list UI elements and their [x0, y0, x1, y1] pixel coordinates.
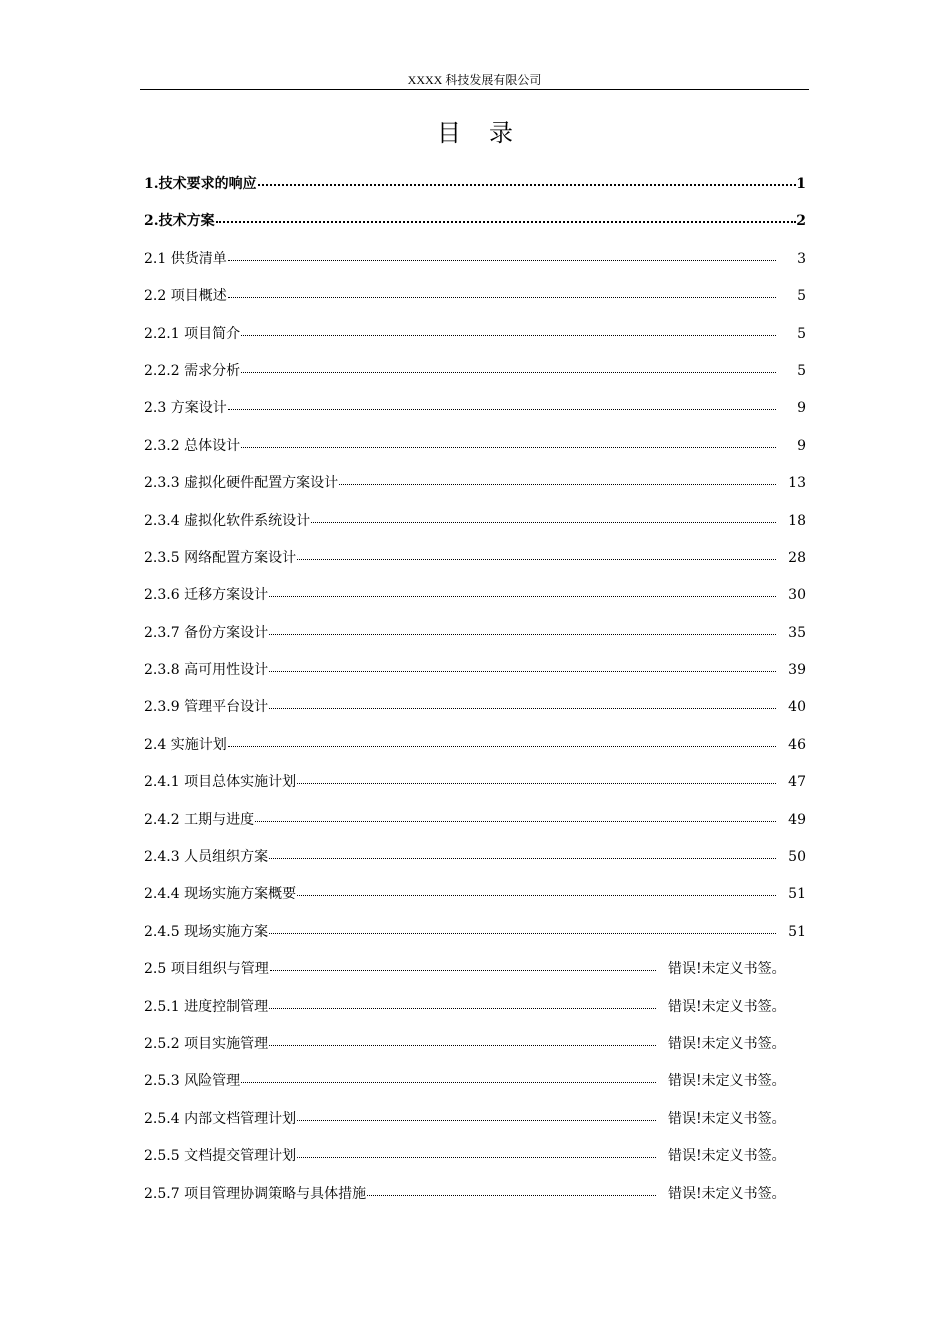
toc-bookmark-error: 错误!未定义书签。 [668, 1035, 786, 1052]
toc-bookmark-error: 错误!未定义书签。 [668, 961, 786, 978]
toc-page-number: 35 [788, 624, 806, 641]
toc-page-number: 30 [788, 587, 806, 604]
toc-entry[interactable] [144, 951, 806, 988]
toc-dot-leader [269, 923, 776, 934]
toc-entry-label: 2.2.2 需求分析 [144, 362, 241, 379]
toc-dot-leader [241, 325, 776, 336]
toc-page-number: 13 [788, 475, 806, 492]
toc-page-number: 5 [797, 362, 806, 379]
toc-page-number: 39 [788, 662, 806, 679]
toc-entry[interactable] [144, 802, 806, 839]
toc-page-number: 9 [797, 400, 806, 417]
toc-dot-leader [269, 624, 776, 635]
toc-entry-label: 2.5.5 文档提交管理计划 [144, 1148, 297, 1165]
toc-entry[interactable] [144, 540, 806, 577]
toc-entry-label: 2.4 实施计划 [144, 736, 227, 753]
toc-entry-label: 2.5.1 进度控制管理 [144, 998, 269, 1015]
toc-page-number: 46 [788, 736, 806, 753]
toc-entry-label: 2.3.5 网络配置方案设计 [144, 549, 297, 566]
toc-dot-leader [297, 773, 776, 784]
toc-entry-label: 2.技术方案 [144, 213, 215, 230]
toc-entry-label: 2.2.1 项目简介 [144, 325, 241, 342]
toc-bookmark-error: 错误!未定义书签。 [668, 998, 786, 1015]
toc-page-number: 5 [797, 288, 806, 305]
page-header [140, 72, 809, 90]
toc-entry-label: 2.4.3 人员组织方案 [144, 849, 269, 866]
toc-entry-label: 2.2 项目概述 [144, 288, 227, 305]
toc-dot-leader [269, 1035, 656, 1046]
toc-dot-leader [228, 250, 776, 261]
toc-entry[interactable] [144, 652, 806, 689]
toc-entry[interactable] [144, 465, 806, 502]
toc-page-number: 1 [796, 176, 806, 192]
toc-entry-label: 2.3.8 高可用性设计 [144, 662, 269, 679]
toc-dot-leader [311, 512, 776, 523]
toc-page-number: 49 [788, 811, 806, 828]
toc-entry[interactable] [144, 390, 806, 427]
toc-dot-leader [241, 437, 776, 448]
toc-entry-label: 1.技术要求的响应 [144, 176, 257, 192]
toc-entry-label: 2.3.7 备份方案设计 [144, 624, 269, 641]
toc-entry-label: 2.5.4 内部文档管理计划 [144, 1110, 297, 1127]
toc-dot-leader [255, 811, 776, 822]
toc-entry[interactable] [144, 1026, 806, 1063]
toc-dot-leader [269, 998, 656, 1009]
toc-title: 目录 [437, 119, 541, 147]
toc-dot-leader [367, 1185, 656, 1196]
toc-dot-leader [297, 885, 776, 896]
toc-entry[interactable] [144, 428, 806, 465]
toc-entry-label: 2.3.4 虚拟化软件系统设计 [144, 512, 311, 529]
toc-dot-leader [228, 287, 776, 298]
toc-page-number: 3 [797, 250, 806, 267]
toc-bookmark-error: 错误!未定义书签。 [668, 1110, 786, 1127]
toc-entry[interactable] [144, 278, 806, 315]
toc-page-number: 2 [796, 213, 806, 230]
toc-page-number: 47 [788, 774, 806, 791]
toc-page-number: 51 [788, 886, 806, 903]
toc-bookmark-error: 错误!未定义书签。 [668, 1073, 786, 1090]
toc-page-number: 9 [797, 437, 806, 454]
toc-entry[interactable] [144, 615, 806, 652]
toc-dot-leader [297, 1110, 656, 1121]
toc-list [144, 166, 806, 1213]
toc-entry-label: 2.3 方案设计 [144, 400, 227, 417]
toc-dot-leader [228, 736, 776, 747]
toc-bookmark-error: 错误!未定义书签。 [668, 1185, 786, 1202]
toc-entry[interactable] [144, 1101, 806, 1138]
toc-entry[interactable] [144, 839, 806, 876]
toc-page-number: 18 [788, 512, 806, 529]
toc-page-number: 50 [788, 849, 806, 866]
toc-dot-leader [269, 848, 776, 859]
toc-dot-leader [297, 549, 776, 560]
toc-dot-leader [241, 1072, 656, 1083]
toc-entry[interactable] [144, 203, 806, 240]
toc-entry-label: 2.3.6 迁移方案设计 [144, 587, 269, 604]
toc-entry[interactable] [144, 914, 806, 951]
toc-entry[interactable] [144, 577, 806, 614]
toc-entry[interactable] [144, 1138, 806, 1175]
toc-dot-leader [269, 661, 776, 672]
toc-entry[interactable] [144, 316, 806, 353]
toc-entry[interactable] [144, 353, 806, 390]
toc-entry-label: 2.5.2 项目实施管理 [144, 1035, 269, 1052]
toc-entry-label: 2.5 项目组织与管理 [144, 961, 269, 978]
toc-entry-label: 2.4.2 工期与进度 [144, 811, 255, 828]
toc-entry[interactable] [144, 989, 806, 1026]
toc-dot-leader [216, 211, 797, 223]
toc-entry[interactable] [144, 689, 806, 726]
toc-dot-leader [339, 474, 776, 485]
toc-dot-leader [269, 698, 776, 709]
toc-entry[interactable] [144, 764, 806, 801]
toc-page-number: 40 [788, 699, 806, 716]
company-name: XXXX 科技发展有限公司 [407, 73, 542, 87]
toc-dot-leader [258, 174, 797, 186]
toc-entry[interactable] [144, 876, 806, 913]
toc-entry-label: 2.5.7 项目管理协调策略与具体措施 [144, 1185, 367, 1202]
toc-entry[interactable] [144, 241, 806, 278]
toc-entry-label: 2.3.2 总体设计 [144, 437, 241, 454]
toc-entry-label: 2.4.4 现场实施方案概要 [144, 886, 297, 903]
toc-entry[interactable] [144, 166, 806, 203]
toc-entry-label: 2.4.1 项目总体实施计划 [144, 774, 297, 791]
toc-entry-label: 2.3.3 虚拟化硬件配置方案设计 [144, 475, 339, 492]
toc-entry[interactable] [144, 503, 806, 540]
toc-dot-leader [228, 399, 776, 410]
toc-dot-leader [270, 960, 656, 971]
toc-dot-leader [297, 1147, 656, 1158]
toc-entry-label: 2.1 供货清单 [144, 250, 227, 267]
toc-dot-leader [241, 362, 776, 373]
toc-entry[interactable] [144, 1176, 806, 1213]
toc-entry-label: 2.4.5 现场实施方案 [144, 923, 269, 940]
toc-entry-label: 2.5.3 风险管理 [144, 1073, 241, 1090]
toc-page-number: 5 [797, 325, 806, 342]
toc-page-number: 51 [788, 923, 806, 940]
toc-dot-leader [269, 586, 776, 597]
toc-entry-label: 2.3.9 管理平台设计 [144, 699, 269, 716]
toc-entry[interactable] [144, 1063, 806, 1100]
toc-page-number: 28 [788, 549, 806, 566]
toc-entry[interactable] [144, 727, 806, 764]
toc-bookmark-error: 错误!未定义书签。 [668, 1148, 786, 1165]
